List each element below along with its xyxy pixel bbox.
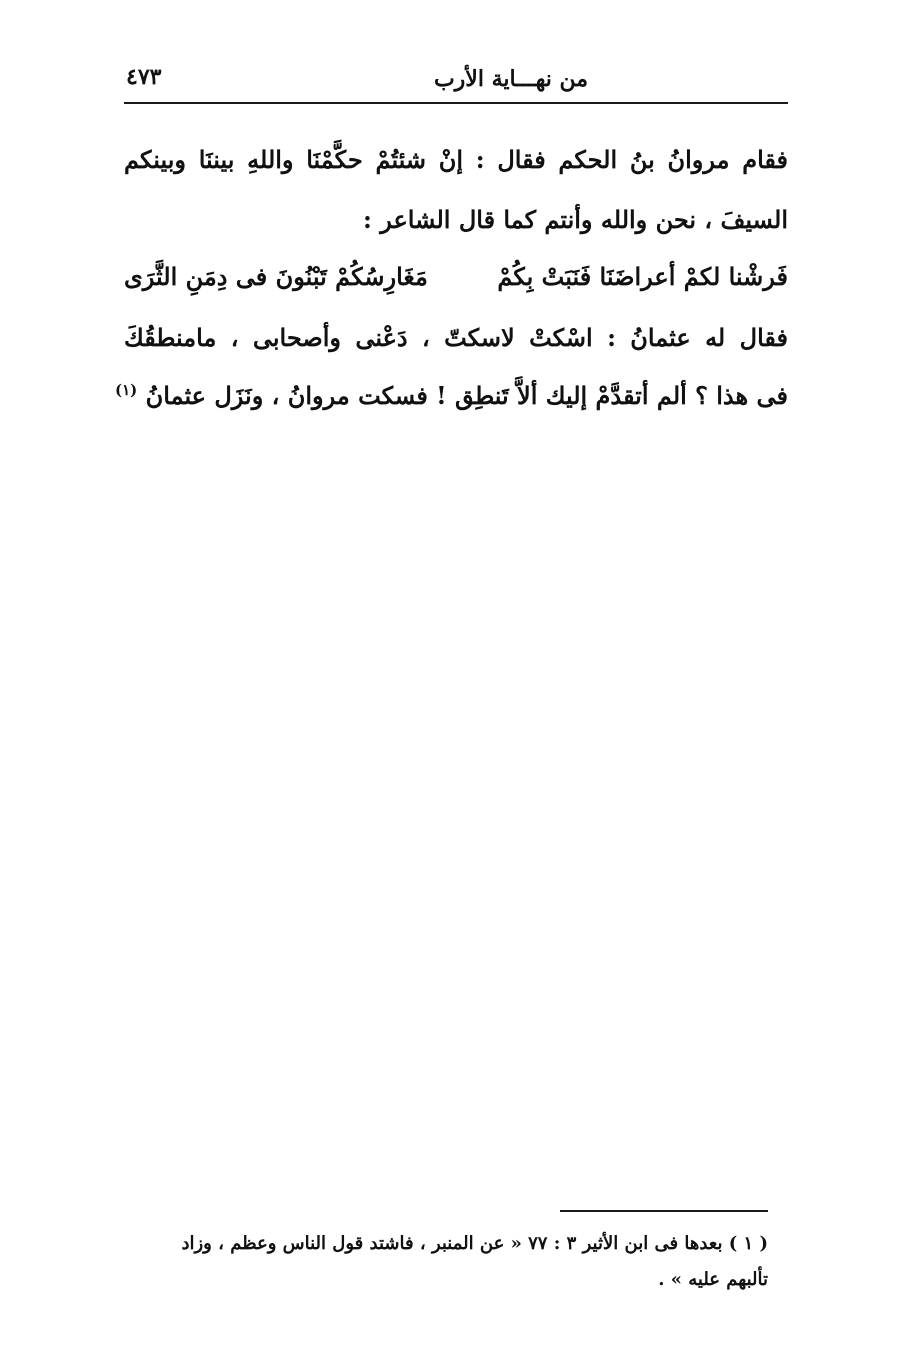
footnote-line-1: ( ١ ) بعدها فى ابن الأثير ٣ : ٧٧ « عن المنبر ، فاشتد قول الناس وعظم ، وزاد	[181, 1233, 768, 1254]
poetry-verse	[124, 262, 788, 306]
footnote-divider	[560, 1210, 768, 1212]
verse-first-hemistich: فَرشْنا لكمْ أعراضَنَا فَنَبَتْ بِكُمْ	[497, 262, 788, 291]
page-header	[124, 58, 788, 104]
footnote-reference-marker[interactable]: (١)	[114, 381, 138, 399]
body-line-2: السيفَ ، نحن والله وأنتم كما قال الشاعر :	[362, 205, 788, 234]
page-number: ٤٧٣	[126, 64, 162, 90]
body-line-4: فقال له عثمانُ : اسْكتْ لاسكتّ ، دَعْنى وأصحابى ، مامنطقُكَ	[124, 323, 788, 352]
footnote	[112, 1226, 768, 1298]
body-line-1: فقام مروانُ بنُ الحكم فقال : إنْ شئتُمْ حكَّمْنَا واللهِ بيننَا وبينكم	[124, 145, 788, 174]
running-title: من نهـــاية الأرب	[433, 66, 589, 92]
footnote-line-2: تألبهم عليه » .	[658, 1269, 768, 1290]
body-line-5-wrapper	[114, 370, 788, 416]
verse-second-hemistich: مَغَارِسُكُمْ تَبْنُونَ فى دِمَنِ الثَّرَى	[124, 262, 428, 291]
body-line-5: فى هذا ؟ ألم أتقدَّمْ إليك ألاَّ تَنطِق ! فسكت مروانُ ، ونَزَل عثمانُ	[145, 381, 788, 410]
